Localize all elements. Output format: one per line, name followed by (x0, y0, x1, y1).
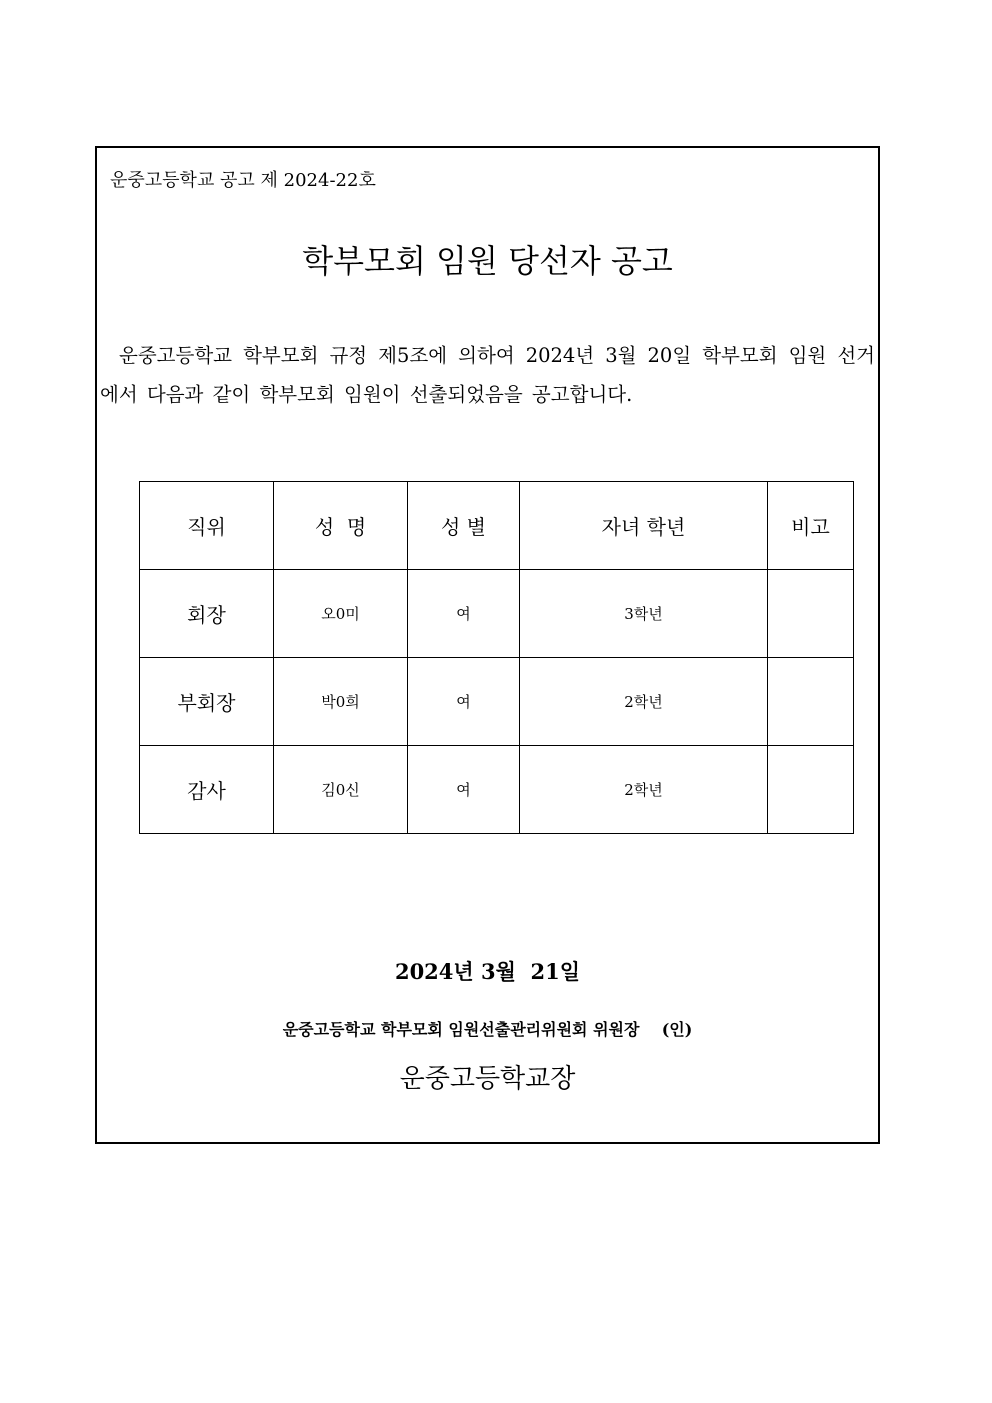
cell-position: 감사 (140, 746, 274, 834)
officers-table (139, 481, 854, 834)
cell-note (768, 746, 854, 834)
notice-frame (95, 146, 880, 1144)
header-name: 성 명 (274, 482, 408, 570)
cell-position: 회장 (140, 570, 274, 658)
notice-date: 2024년 3월 21일 (394, 959, 581, 984)
cell-note (768, 570, 854, 658)
cell-name: 오0미 (274, 570, 408, 658)
cell-child-grade: 3학년 (520, 570, 768, 658)
header-child-grade: 자녀 학년 (520, 482, 768, 570)
cell-name: 박0희 (274, 658, 408, 746)
cell-position: 부회장 (140, 658, 274, 746)
cell-child-grade: 2학년 (520, 658, 768, 746)
notice-body: 운중고등학교 학부모회 규정 제5조에 의하여 2024년 3월 20일 학부모회 임원 선거에서 다음과 같이 학부모회 임원이 선출되었음을 공고합니다. (100, 344, 875, 406)
table-row (140, 658, 854, 746)
cell-gender: 여 (408, 746, 520, 834)
cell-name: 김0신 (274, 746, 408, 834)
notice-number: 운중고등학교 공고 제 2024-22호 (110, 170, 376, 191)
cell-note (768, 658, 854, 746)
principal-signature: 운중고등학교장 (399, 1064, 576, 1094)
cell-gender: 여 (408, 658, 520, 746)
committee-signature: 운중고등학교 학부모회 임원선출관리위원회 위원장 (인) (282, 1020, 693, 1039)
table-row (140, 746, 854, 834)
cell-child-grade: 2학년 (520, 746, 768, 834)
header-gender: 성 별 (408, 482, 520, 570)
table-row (140, 570, 854, 658)
table-header-row (140, 482, 854, 570)
cell-gender: 여 (408, 570, 520, 658)
header-note: 비고 (768, 482, 854, 570)
header-position: 직위 (140, 482, 274, 570)
page-title: 학부모회 임원 당선자 공고 (302, 242, 673, 280)
